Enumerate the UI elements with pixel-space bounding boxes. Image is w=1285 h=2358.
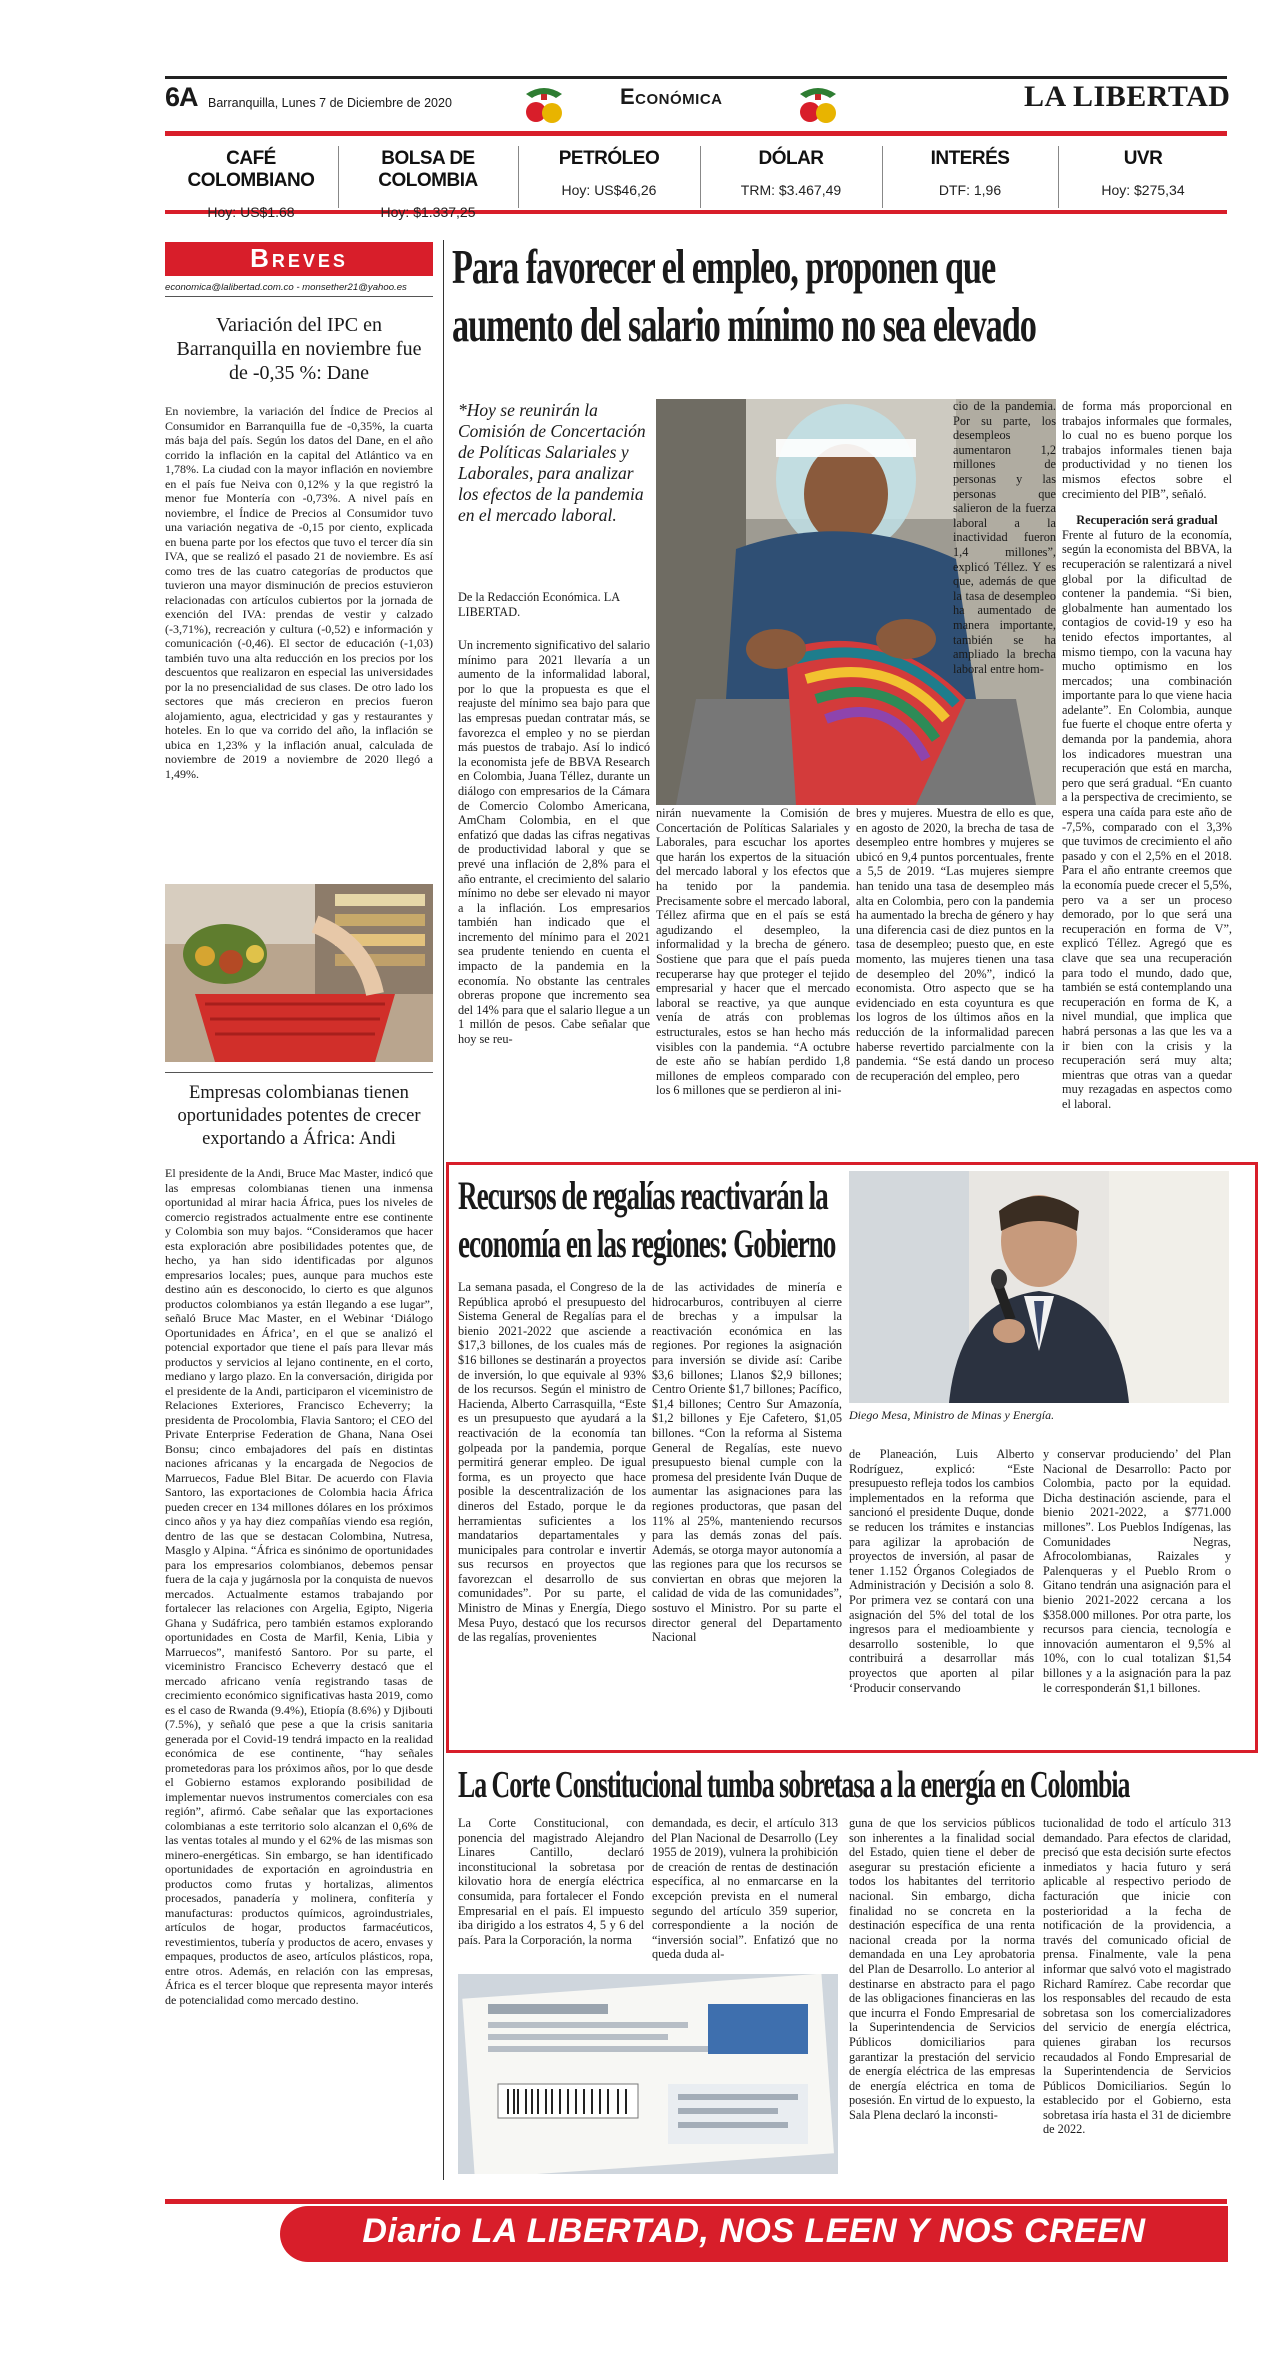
breves-story2-headline: Empresas colombianas tienen oportunidades potentes de crecer exportando a África: Andi <box>177 1083 421 1149</box>
market-value: Hoy: US$1.68 <box>207 204 295 220</box>
market-value: Hoy: $1.337,25 <box>380 204 476 220</box>
regalias-headline-box <box>458 1172 838 1272</box>
regalias-col2: de las actividades de minería e hidrocarburos, contribuyen al cierre de brechas y a impulsar la reactivación económica en las regiones. Por regiones la asignación para inversión se divide así: Caribe $3,6 billones; Llanos $2,9 billones; Centro Oriente $1,7 billones; Pacífico, $1,4 billones; Centro Sur Amazonía, $1,2 billones y Eje Cafetero, $1,05 billones. “Con la reforma al Sistema General de Regalías, este nuevo presupuesto bienal cumple con la promesa del presidente Iván Duque de aumentar las asignaciones para las regiones productoras, que pasan del 11% al 25%, manteniendo recursos para las demás zonas del país. Además, se otorga mayor autonomía a las regiones para que los recursos se conviertan en obras que mejoren la calidad de vida de las comunidades”, sostuvo el Ministro. Por su parte el director general del Departamento Nacional <box>652 1280 842 1645</box>
corte-col3: guna de que los servicios públicos son inherentes a la finalidad social del Estado, quien tiene el deber de asegurar su prestación eficiente a todos los habitantes del territorio nacional. Sin embargo, dicha finalidad no se concreta en la destinación específica de una renta nacional creada por la norma demandada en una Ley aprobatoria del Plan de Desarrollo. Lo anterior al destinarse en abstracto para el pago de las obligaciones financieras en las que incurra el Fondo Empresarial de la Superintendencia de Servicios Públicos domiciliarios para garantizar la prestación del servicio de energía eléctrica de las empresas de energía eléctrica en toma de posesión. En virtud de lo expuesto, la Sala Plena declaró la inconsti- <box>849 1816 1035 2122</box>
market-uvr <box>1059 142 1227 210</box>
main-byline: De la Redacción Económica. LA LIBERTAD. <box>458 590 620 619</box>
market-name: BOLSA DE COLOMBIA <box>378 148 478 191</box>
market-name: PETRÓLEO <box>558 148 660 169</box>
minister-caption: Diego Mesa, Ministro de Minas y Energía. <box>849 1408 1055 1422</box>
regalias-col1: La semana pasada, el Congreso de la República aprobó el presupuesto del Sistema General de Regalías para el bienio 2021-2022 que asciende a $17,3 billones, de los cuales más de $16 billones se destinarán a proyectos de inversión, lo que equivale al 93% de los recursos. Según el ministro de Hacienda, Alberto Carrasquilla, “Este es un presupuesto que ayudará a la reactivación de la economía tan golpeada por la pandemia, porque permitirá generar empleo. De igual forma, es un proyecto que hace posible la descentralización de los dineros del Estado, porque le da herramientas suficientes a los mandatarios departamentales y municipales para controlar e invertir sus recursos en proyectos que favorezcan el desarrollo de sus comunidades”. Por su parte, el Ministro de Minas y Energía, Diego Mesa Puyo, destacó que los recursos de las regalías, provenientes <box>458 1280 646 1645</box>
main-lead: *Hoy se reunirán la Comisión de Concertación de Políticas Salariales y Laborales, para analizar los efectos de la pandemia en el mercado laboral. <box>458 400 646 525</box>
bottom-banner-rule <box>165 2199 1227 2204</box>
regalias-col3: de Planeación, Luis Alberto Rodríguez, explicó: “Este presupuesto refleja todos los cambios implementados en la reforma que sancionó el presidente Duque, donde se reducen los trámites e instancias para agilizar la aprobación de proyectos de inversión, al pasar de tener 1.152 Órganos Colegiados de Administración y Decisión a solo 8. Por primera vez se contará con una asignación del 5% del total de los ingresos para el medioambiente y desarrollo sostenible, lo que contribuirá a desarrollar más proyectos que aporten al pilar ‘Producir conservando <box>849 1447 1034 1695</box>
breves-rule <box>165 296 433 297</box>
main-headline-line2: aumento del salario mínimo no sea elevado <box>452 297 1036 352</box>
corte-headline-box <box>458 1760 1248 1814</box>
market-value: DTF: 1,96 <box>938 182 1002 198</box>
main-col3-top: cio de la pandemia. Por su parte, los desempleos aumentaron 1,2 millones de personas y las personas que salieron de la fuerza laboral a la inactividad fueron 1,4 millones”, explicó Téllez. Y es que, además de que la tasa de desempleo ha aumentado de manera importante, también se ha ampliado la brecha laboral entre hom- <box>953 399 1056 676</box>
supermarket-photo <box>165 884 433 1062</box>
main-col4: de forma más proporcional en trabajos informales que formales, lo cual no es bueno porque los trabajos informales tienen baja productividad y no tienen los mismos efectos sobre el crecimiento del PIB”, señaló. <box>1062 399 1232 501</box>
masthead: LA LIBERTAD <box>1024 80 1231 113</box>
market-stock <box>339 142 517 220</box>
market-name: UVR <box>1123 148 1163 169</box>
energy-bill-photo <box>458 1974 838 2174</box>
ornament-icon <box>796 82 840 128</box>
regalias-col4: y conservar produciendo’ del Plan Nacional de Desarrollo: Pacto por Colombia, pacto por la equidad. Dicha destinación asciende, para el bienio 2021-2022, a $771.000 millones”. Los Pueblos Indígenas, las Comunidades Negras, Afrocolombianas, Raizales y Palenqueras y el Pueblo Rrom o Gitano tendrán una asignación para el bienio 2021-2022 cercana a los $358.000 millones. Por otra parte, los recursos para ciencia, tecnología e innovación aumentaron el 9,5% al 10%, con lo cual totalizan $1,54 billones y a la asignación para la paz le corresponderán $1,1 billones. <box>1043 1447 1231 1695</box>
main-col4-subhead: Recuperación será gradual <box>1076 513 1218 528</box>
market-name: INTERÉS <box>930 148 1010 169</box>
corte-col1: La Corte Constitucional, con ponencia del magistrado Alejandro Linares Cantillo, declaró inconstitucional la sobretasa por kilovatio hora de energía eléctrica consumida, para fortalecer el Fondo Empresarial en el país. El impuesto iba dirigido a los estratos 4, 5 y 6 del país. Para la Corporación, la norma <box>458 1816 644 1947</box>
breves-title: Breves <box>250 243 348 273</box>
main-headline-line1: Para favorecer el empleo, proponen que <box>452 239 996 294</box>
market-value: TRM: $3.467,49 <box>740 182 842 198</box>
main-col2: nirán nuevamente la Comisión de Concertación de Políticas Salariales y Laborales, para escuchar los aportes que harán los expertos de la situación del mercado laboral y los efectos que ha tenido por la pandemia. Precisamente sobre el mercado laboral, Téllez afirma que en el país se está agudizando el desempleo, la informalidad y la brecha de género. Sostiene que para que el país pueda recuperarse hay que proteger el tejido empresarial y hacer que el mercado laboral se reactive, ya que aunque venía de atrás con problemas estructurales, estos se han hecho más visibles con la pandemia. “A octubre de este año se habían perdido 1,8 millones de empleos comparado con los 6 millones que se perdieron al ini- <box>656 806 850 1098</box>
breves-contact: economica@lalibertad.com.co - monsether21@yahoo.es <box>165 282 407 293</box>
main-col3: bres y mujeres. Muestra de ello es que, en agosto de 2020, la brecha de tasa de desempleo entre hombres y mujeres se ubicó en 9,4 puntos porcentuales, frente a 5,5 de 2019. “Las mujeres siempre han tenido una tasa de desempleo más alta en Colombia, pero con la pandemia ha aumentado la brecha de género y hay una diferencia casi de diez puntos en la tasa de desempleo; puesto que, en este momento, las mujeres tienen una tasa de desempleo del 20%”, indicó la economista. Otro aspecto que se ha evidenciado en esta coyuntura es que los logros de los últimos años en la reducción de la informalidad parecen haberse revertido parcialmente con la pandemia. “Se está dando un proceso de recuperación del empleo, pero <box>856 806 1054 1083</box>
regalias-headline-line2: economía en las regiones: Gobierno <box>458 1221 836 1266</box>
breves-divider <box>165 1072 433 1073</box>
main-col1: Un incremento significativo del salario mínimo para 2021 llevaría a un aumento de la informalidad laboral, por lo que la propuesta es que el reajuste del mínimo sea bajo para que las empresas puedan contratar más, se favorezca el empleo y no se pierdan más puestos de trabajo. Así lo indicó la economista jefe de BBVA Research en Colombia, Juana Téllez, durante un diálogo con empresarios de la Cámara de Comercio Colombo Americana, AmCham Colombia, en el que enfatizó que dadas las cifras negativas de productividad laboral y que se prevé una inflación de 2,8% para el año entrante, el crecimiento del salario mínimo no debe ser elevado ni mayor a la inflación. Los empresarios también han indicado que el incremento del mínimo para el 2021 sea prudente teniendo en cuenta el impacto de la pandemia en la economía. No obstante las centrales obreras propone que incremento sea del 14% para que el salario llegue a un 1 millón de pesos. Cabe señalar que hoy se reu- <box>458 638 650 1047</box>
bottom-banner-text: Diario LA LIBERTAD, NOS LEEN Y NOS CREEN <box>362 2212 1146 2250</box>
corte-col4: tucionalidad de todo el artículo 313 demandado. Para efectos de claridad, precisó que esta decisión surte efectos inmediatos y hacia futuro y será aplicable al respectivo periodo de facturación que inicie con posterioridad a la fecha de notificación de la providencia, a través del comunicado oficial de prensa. Finalmente, vale la pena informar que salvó voto el magistrado Richard Ramírez. Cabe recordar que los responsables del recaudo de esta sobretasa son los comercializadores del servicio de energía eléctrica, quienes giraban los recursos recaudados al Fondo Empresarial de la Superintendencia de Servicios Públicos Domiciliarios. Según lo establecido por el Gobierno, esta sobretasa iría hasta el 31 de diciembre de 2022. <box>1043 1816 1231 2137</box>
main-col4-wrap <box>1062 399 1232 1161</box>
main-headline-box <box>452 238 1232 378</box>
market-dollar <box>701 142 881 210</box>
ornament-icon <box>522 82 566 128</box>
column-divider <box>443 240 444 2180</box>
market-name: DÓLAR <box>758 148 824 169</box>
market-coffee <box>165 142 337 220</box>
market-name: CAFÉ COLOMBIANO <box>187 148 315 191</box>
breves-story2-body: El presidente de la Andi, Bruce Mac Master, indicó que las empresas colombianas tienen una inmensa oportunidad al mirar hacia África, pues los niveles de comercio registrados actualmente entre ese continente y Colombia son muy bajos. “Consideramos que hacer esta exploración abre posibilidades potentes que, de hecho, ya han sido identificadas por algunos empresarios locales; pues, aunque para muchos este destino aún es desconocido, lo cierto es que algunos productos colombianos ya están llegando a ese lugar”, señaló Bruce Mac Master, en el Webinar ‘Diálogo Oportunidades en África’, en el que se analizó el potencial exportador que tiene el país para llevar más productos y servicios al lejano continente, en el corto, mediano y largo plazo. En la conversación, dirigida por el presidente de la Andi, participaron el viceministro de Relaciones Exteriores, Francisco Echeverry; la presidenta de Procolombia, Flavia Santoro; el CEO del Private Enterprise Federation de Ghana, Nana Osei Bonsu; cinco embajadores del país en distintas naciones africanas y la encargada de Negocios de Marruecos, Fadue Blel Bitar. De acuerdo con Flavia Santoro, las exportaciones de Colombia hacia África pueden crecer en 134 millones dólares en los próximos cinco años y ya hay diez compañías viendo esa región, dentro de las que se destacan Colombina, Nutresa, Masglo y Alpina. “África es sinónimo de oportunidades para los empresarios colombianos, debemos pensar fuera de la caja y jugárnosla por la conquista de nuevos mercados. Actualmente estamos trabajando por fortalecer las relaciones con Argelia, Egipto, Nigeria Ghana y Sudáfrica, pero también estamos explorando oportunidades en Costa de Marfil, Kenia, Libia y Marruecos”, manifestó Santoro. Por su parte, el viceministro Francisco Echeverry destacó que el mercado africano venía registrando tasas de crecimiento económico significativas hasta 2019, como es el caso de Rwanda (9.4%), Etiopía (8.6%) y Djibouti (7.5%), y señaló que pese a que la crisis sanitaria generada por el Covid-19 tendrá impacto en la realidad económica de ese continente, “hay señales prometedoras para los próximos años, por lo que desde el Gobierno estamos explorando posibilidad de implementar nuevos instrumentos comerciales con esa región”, afirmó. Cabe señalar que las exportaciones colombianas a este territorio solo alcanzan el 0,6% de las ventas totales al mundo y el 62% de las mismas son minero-energéticas. Sin embargo, se han identificado oportunidades de exportación en agroindustria en productos como frutas y hortalizas, alimentos procesados, panadería y molinera, confitería y manufacturas: productos químicos, agroindustriales, artículos de hogar, productos farmacéuticos, revestimientos, tubería y productos de acero, envases y empaques, productos de aseo, artículos plásticos, ropa, entre otros. Además, en relación con las empresas, África es el tercer bloque que representa mayor interés de potencialidad como mercado destino. <box>165 1166 433 2007</box>
header-red-rule <box>165 131 1227 136</box>
section-title: Económica <box>620 84 723 109</box>
minister-photo <box>849 1171 1229 1403</box>
breves-story1-headline: Variación del IPC en Barranquilla en noviembre fue de -0,35 %: Dane <box>176 314 422 384</box>
market-value: Hoy: $275,34 <box>1101 182 1185 198</box>
header-top-rule <box>165 76 1227 79</box>
main-col4-b: Frente al futuro de la economía, según la economista del BBVA, la recuperación se ralentizará a nivel global por la dificultad de contener la pandemia. “Si bien, globalmente han aumentado los contagios de covid-19 y eso ha tenido efectos importantes, al mismo tiempo, con la vacuna hay mucho optimismo en los mercados; una combinación importante para lo que viene hacia adelante”. En Colombia, aunque fue fuerte el choque entre oferta y demanda por la pandemia, ahora los indicadores muestran una recuperación que está en marcha, pero que será gradual. “En cuanto a la perspectiva de crecimiento, se espera una caída para este año de -7,5%, comparado con el 3,3% que tuvimos de crecimiento el año pasado y con el 2,5% en el 2018. Para el año entrante creemos que la economía puede crecer el 5,5%, pero va a ser un proceso demorado, por lo que será una recuperación en forma de V”, explicó Téllez. Agregó que es clave que sea una recuperación para todo el mundo, dado que, también se está contemplando una recuperación en forma de K, a nivel mundial, que implica que habrá personas a las que les va a ir bien con la crisis y la recuperación será muy alta; mientras que otras van a quedar muy rezagadas en aspectos como el laboral. <box>1062 527 1232 1111</box>
market-interest <box>883 142 1057 210</box>
breves-story1-body: En noviembre, la variación del Índice de Precios al Consumidor en Barranquilla fue de -0,35%, la cuarta más baja del país. Según los datos del Dane, en el año corrido la inflación en la capital del Atlántico va en 1,78%. La ciudad con la mayor inflación en noviembre en el país fue Neiva con 0,12% y la que registró la menor fue Montería con -0,73%. A nivel país en noviembre, el Índice de Precios al Consumidor tuvo una variación negativa de -0,15 por ciento, explicada en buena parte por los efectos que tuvo el tercer día sin IVA, que se realizó el pasado 21 de noviembre. Es así como tres de las cuatro categorías de productos que tuvieron una mayor disminución de precios estuvieron relacionadas con artículos cubiertos por la jornada de exención del IVA: prendas de vestir y calzado (-3,71%), recreación y cultura (-0,52) e información y comunicación (-0,46). El sector de educación (-1,03) también tuvo una alta reducción en los precios por los descuentos que realizaron en especial las universidades por la no presencialidad de sus clases. De otro lado los sectores que más crecieron en precios fueron alojamiento, agua, electricidad y gas y restaurantes y hoteles. En lo que va corrido del año, la inflación se ubica en 1,23% y la inflación anual, calculada de noviembre de 2019 a noviembre de 2020 llegó a 1,49%. <box>165 404 433 781</box>
page-number: 6A <box>165 82 198 112</box>
corte-col2: demandada, es decir, el artículo 313 del Plan Nacional de Desarrollo (Ley 1955 de 2019), vulnera la prohibición de creación de rentas de destinación específica, al no enmarcarse en la excepción prevista en el numeral segundo del artículo 359 superior, correspondiente a la noción de “inversión social”. Enfatizó que no queda duda al- <box>652 1816 838 1962</box>
market-oil <box>519 142 699 210</box>
corte-headline: La Corte Constitucional tumba sobretasa a la energía en Colombia <box>458 1764 1130 1806</box>
regalias-headline-line1: Recursos de regalías reactivarán la <box>458 1173 828 1218</box>
market-value: Hoy: US$46,26 <box>561 182 657 198</box>
dateline: Barranquilla, Lunes 7 de Diciembre de 2020 <box>208 96 452 110</box>
